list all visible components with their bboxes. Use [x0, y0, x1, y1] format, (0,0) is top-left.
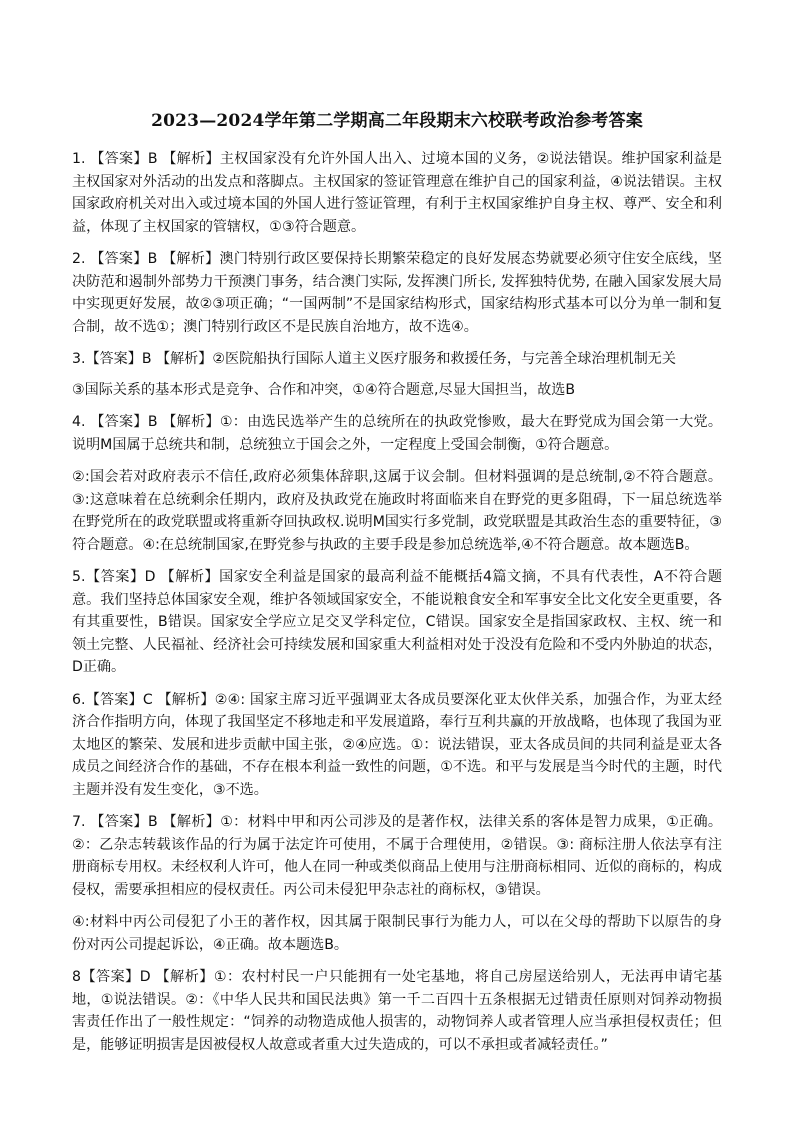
document-title: 2023—2024学年第二学期高二年段期末六校联考政治参考答案	[151, 111, 643, 131]
answer-item-2: 2. 【答案】B 【解析】澳门特别行政区要保持长期繁荣稳定的良好发展态势就要必须守住安全底线，坚决防范和遏制外部势力干预澳门事务，结合澳门实际, 发挥澳门所长, 发挥独特优势, 在融入国家发展大局中实现更好发展，故②③项正确；“一国两制”不是国家结构形式，国家结构形式基本可以分为单一制和复合制，故不选①；澳门特别行政区不是民族自治地方，故不选④。	[72, 251, 722, 335]
answer-item-3: 3.【答案】B 【解析】②医院船执行国际人道主义医疗服务和救援任务，与完善全球治理机制无关	[72, 351, 676, 367]
answer-item-7: 7. 【答案】B 【解析】①：材料中甲和丙公司涉及的是著作权，法律关系的客体是智力成果，①正确。 ②：乙杂志转载该作品的行为属于法定许可使用，不属于合理使用，②错误。③: 商标注册人依法享有注册商标专用权。未经权利人许可，他人在同一种或类似商品上使用与注册商标相同、近似的商标的，构成侵权，需要承担相应的侵权责任。丙公司未侵犯甲杂志社的商标权，③错误。	[72, 814, 722, 898]
answer-item-5: 5.【答案】D 【解析】国家安全利益是国家的最高利益不能概括4篇文摘，不具有代表性，A不符合题意。我们坚持总体国家安全观，维护各领域国家安全，不能说粮食安全和军事安全比文化安全更重要，各有其重要性，B错误。国家安全学应立足交叉学科定位，C错误。国家安全是指国家政权、主权、统一和领土完整、人民福祉、经济社会可持续发展和国家重大利益相对处于没没有危险和不受内外胁迫的状态，D正确。	[72, 569, 722, 675]
answer-item-3-continued: ③国际关系的基本形式是竞争、合作和冲突，①④符合题意,尽显大国担当，故选B	[72, 381, 576, 398]
answer-item-6: 6.【答案】C 【解析】②④: 国家主席习近平强调亚太各成员要深化亚太伙伴关系，加强合作，为亚太经济合作指明方向，体现了我国坚定不移地走和平发展道路，奉行互利共赢的开放战略，也体现了我国为亚太地区的繁荣、发展和进步贡献中国主张，②④应选。①：说法错误，亚太各成员间的共同利益是亚太各成员之间经济合作的基础，不存在根本利益一致性的问题，①不选。和平与发展是当今时代的主题，时代主题并没有发生变化，③不选。	[72, 691, 722, 798]
answer-item-4: 4. 【答案】B 【解析】①：由选民选举产生的总统所在的执政党惨败，最大在野党成为国会第一大党。说明M国属于总统共和制，总统独立于国会之外，一定程度上受国会制衡，①符合题意。	[72, 414, 722, 453]
answer-item-1: 1. 【答案】B 【解析】主权国家没有允许外国人出入、过境本国的义务，②说法错误。维护国家利益是主权国家对外活动的出发点和落脚点。主权国家的签证管理意在维护自己的国家利益，④说法错误。主权国家政府机关对出入或过境本国的外国人进行签证管理，有利于主权国家维护自身主权、尊严、安全和利益，体现了主权国家的管辖权，①③符合题意。	[72, 151, 722, 235]
answer-item-8: 8【答案】D 【解析】①：农村村民一户只能拥有一处宅基地，将自己房屋送给别人，无法再申请宅基地，①说法错误。②：《中华人民共和国民法典》第一千二百四十五条根据无过错责任原则对饲养动物损害责任作出了一般性规定：“饲养的动物造成他人损害的，动物饲养人或者管理人应当承担侵权责任；但是，能够证明损害是因被侵权人故意或者重大过失造成的，可以不承担或者减轻责任。”	[72, 969, 722, 1053]
answer-item-7-continued: ④:材料中丙公司侵犯了小王的著作权，因其属于限制民事行为能力人，可以在父母的帮助下以原告的身份对丙公司提起诉讼，④正确。故本题选B。	[72, 914, 722, 953]
answer-list	[72, 148, 722, 1066]
answer-item-4-continued: ②:国会若对政府表示不信任,政府必须集体辞职,这属于议会制。但材料强调的是总统制,②不符合题意。③:这意味着在总统剩余任期内，政府及执政党在施政时将面临来自在野党的更多阻碍，下一届总统选举在野党所在的政党联盟或将重新夺回执政权.说明M国实行多党制，政党联盟是其政治生态的重要特征，③符合题意。④:在总统制国家,在野党参与执政的主要手段是参加总统选举,④不符合题意。故本题选B。	[72, 469, 722, 553]
